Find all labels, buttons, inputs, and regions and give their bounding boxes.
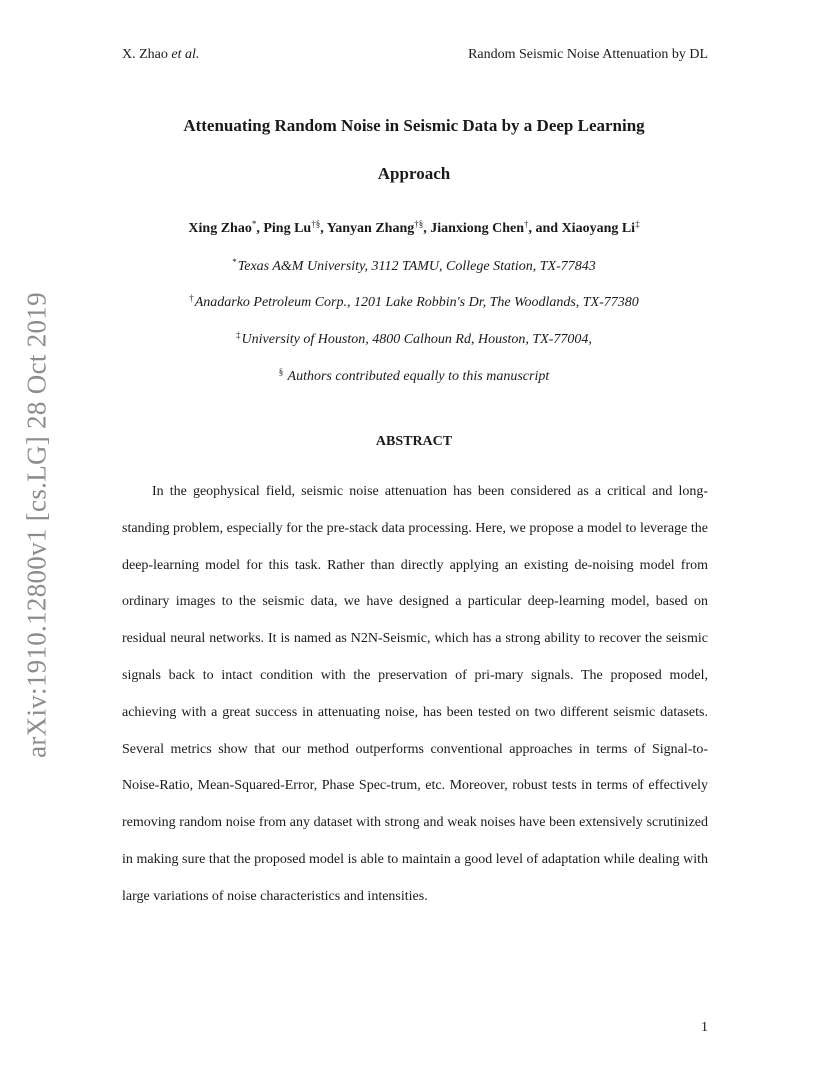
affiliation-text: Texas A&M University, 3112 TAMU, College Station, TX-77843: [237, 259, 596, 274]
paper-title-line-2: Approach: [377, 164, 451, 183]
page-number: 1: [701, 1020, 708, 1035]
running-header-title: Random Seismic Noise Attenuation by DL: [468, 47, 708, 62]
affiliation: [80, 259, 748, 275]
arxiv-identifier-stamp[interactable]: arXiv:1910.12800v1 [cs.LG] 28 Oct 2019: [21, 292, 52, 758]
author-name: Ping Lu: [263, 221, 312, 236]
affiliation-mark: †: [189, 293, 194, 303]
abstract-body: In the geophysical field, seismic noise attenuation has been considered as a critical and long-standing problem, especially for the pre-stack data processing. Here, we propose a model to leverage the deep-learning model for this task. Rather than directly applying an existing de-noising model from ordinary images to the seismic data, we have designed a particular deep-learning model, based on residual neural networks. It is named as N2N-Seismic, which has a strong ability to recover the seismic signals back to intact condition with the preservation of pri-mary signals. The proposed model, achieving with a great success in attenuating noise, has been tested on two different seismic datasets. Several metrics show that our method outperforms conventional approaches in terms of Signal-to-Noise-Ratio, Mean-Squared-Error, Phase Spec-trum, etc. Moreover, robust tests in terms of effectively removing random noise from any dataset with strong and weak noises have been extensively scrutinized in making sure that the proposed model is able to maintain a good level of adaptation while dealing with large variations of noise characteristics and intensities.: [122, 484, 708, 904]
running-header-authors: [122, 47, 199, 63]
abstract-heading: ABSTRACT: [375, 434, 453, 449]
affiliation-text: Anadarko Petroleum Corp., 1201 Lake Robbin's Dr, The Woodlands, TX-77380: [194, 295, 639, 310]
affiliation-text: Authors contributed equally to this manuscript: [284, 369, 550, 384]
author-list: [80, 221, 748, 237]
affiliation-mark: §: [278, 367, 284, 377]
header-etal: et al.: [171, 47, 200, 62]
author-separator: ,: [423, 221, 431, 236]
author-separator: ,: [320, 221, 327, 236]
affiliation: [80, 295, 748, 311]
affiliation-mark: ‡: [236, 330, 241, 340]
author-mark: †§: [414, 219, 424, 229]
affiliation: [80, 332, 748, 348]
author-separator: , and: [528, 221, 562, 236]
author-mark: ‡: [635, 219, 640, 229]
author-name: Yanyan Zhang: [326, 221, 415, 236]
author-mark: *: [251, 219, 257, 229]
author-name: Xiaoyang Li: [561, 221, 636, 236]
paper-title-line-1: Attenuating Random Noise in Seismic Data by a Deep Learning: [183, 116, 645, 135]
affiliation: [80, 369, 748, 385]
author-mark: †§: [311, 219, 321, 229]
affiliation-text: University of Houston, 4800 Calhoun Rd, Houston, TX-77004,: [241, 332, 592, 347]
author-name: Xing Zhao: [188, 221, 252, 236]
affiliation-mark: *: [232, 257, 237, 267]
author-name: Jianxiong Chen: [430, 221, 524, 236]
author-separator: ,: [256, 221, 264, 236]
header-author: X. Zhao: [122, 47, 172, 62]
author-mark: †: [523, 219, 529, 229]
